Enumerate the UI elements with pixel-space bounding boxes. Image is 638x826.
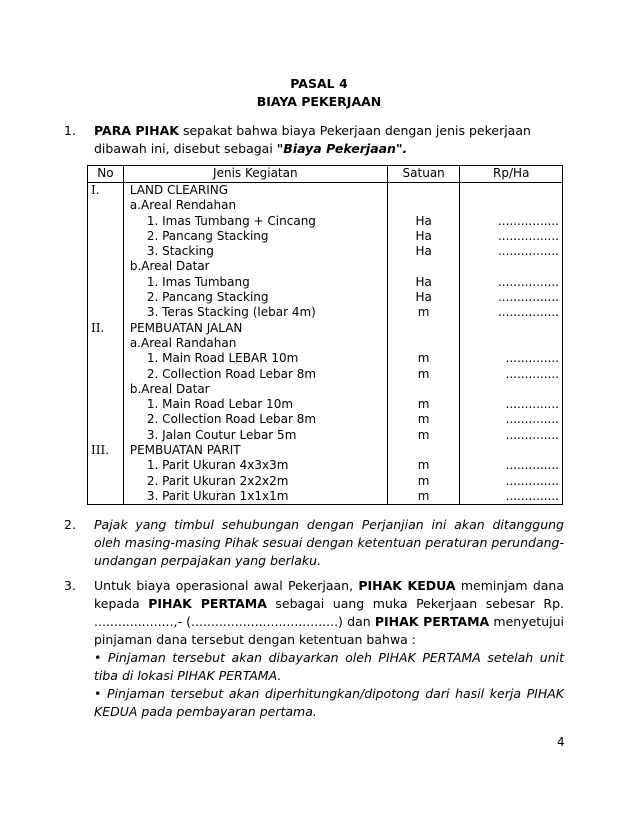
cell-jenis-text: PEMBUATAN JALAN bbox=[129, 320, 243, 335]
item-3-bullet-2 bbox=[94, 685, 564, 721]
cell-satuan bbox=[387, 259, 460, 274]
table-row bbox=[88, 367, 563, 382]
cell-rp bbox=[460, 336, 563, 351]
cell-jenis-text: 2. Pancang Stacking bbox=[146, 290, 269, 305]
cell-no bbox=[88, 198, 124, 213]
cell-satuan bbox=[387, 321, 460, 336]
cell-rp-text: .............. bbox=[505, 397, 559, 412]
cell-satuan bbox=[387, 489, 460, 505]
cell-jenis-text: a.Areal Rendahan bbox=[129, 198, 237, 213]
cell-rp bbox=[460, 198, 563, 213]
cell-rp bbox=[460, 183, 563, 199]
item-3-text-a: Untuk biaya operasional awal Pekerjaan, bbox=[94, 578, 359, 593]
cell-jenis-text: LAND CLEARING bbox=[129, 183, 229, 197]
cell-satuan-text: m bbox=[417, 397, 430, 412]
cell-satuan-text: m bbox=[417, 427, 430, 442]
cell-no bbox=[88, 382, 124, 397]
cell-rp bbox=[460, 305, 563, 320]
cell-no bbox=[88, 259, 124, 274]
table-row bbox=[88, 336, 563, 351]
cell-jenis bbox=[123, 275, 387, 290]
cell-jenis-text: 3. Teras Stacking (lebar 4m) bbox=[146, 305, 316, 320]
cell-satuan-text: m bbox=[417, 351, 430, 366]
table-row bbox=[88, 412, 563, 427]
cell-satuan bbox=[387, 198, 460, 213]
cell-rp-text: ................ bbox=[497, 244, 559, 259]
cell-rp bbox=[460, 351, 563, 366]
cell-jenis bbox=[123, 397, 387, 412]
cell-no bbox=[88, 183, 124, 199]
cell-no bbox=[88, 214, 124, 229]
item-1-party: PARA PIHAK bbox=[94, 123, 179, 138]
table-row bbox=[88, 214, 563, 229]
header-jenis: Jenis Kegiatan bbox=[123, 166, 387, 183]
cell-jenis-text: 2. Parit Ukuran 2x2x2m bbox=[146, 473, 289, 488]
cell-satuan bbox=[387, 443, 460, 458]
cell-jenis bbox=[123, 244, 387, 259]
cell-no bbox=[88, 474, 124, 489]
cell-jenis-text: 1. Parit Ukuran 4x3x3m bbox=[146, 458, 289, 473]
cell-rp-text: .............. bbox=[505, 458, 559, 473]
cell-satuan bbox=[387, 229, 460, 244]
cell-satuan-text: m bbox=[417, 412, 430, 427]
table-body bbox=[88, 183, 563, 505]
cell-rp bbox=[460, 443, 563, 458]
cell-rp-text: ................ bbox=[497, 274, 559, 289]
item-2-body: Pajak yang timbul sehubungan dengan Perjanjian ini akan ditanggung oleh masing-masing Pihak sesuai dengan ketentuan peraturan perundang-undangan perpajakan yang berlaku. bbox=[94, 517, 564, 568]
cell-jenis-text: 3. Jalan Coutur Lebar 5m bbox=[146, 427, 297, 442]
cell-jenis bbox=[123, 336, 387, 351]
table-row bbox=[88, 198, 563, 213]
cell-jenis bbox=[123, 428, 387, 443]
cell-jenis-text: 2. Collection Road Lebar 8m bbox=[146, 366, 317, 381]
cell-jenis bbox=[123, 443, 387, 458]
item-2-text bbox=[94, 516, 564, 570]
cell-satuan bbox=[387, 474, 460, 489]
cell-jenis bbox=[123, 351, 387, 366]
cell-jenis bbox=[123, 382, 387, 397]
cell-satuan-text: m bbox=[417, 305, 430, 320]
cell-rp-text: ................ bbox=[497, 290, 559, 305]
cell-rp-text: .............. bbox=[505, 412, 559, 427]
cell-rp bbox=[460, 428, 563, 443]
item-2-number: 2. bbox=[64, 517, 76, 532]
cell-no bbox=[88, 229, 124, 244]
table-row bbox=[88, 458, 563, 473]
cell-jenis-text: 2. Collection Road Lebar 8m bbox=[146, 412, 317, 427]
cell-jenis bbox=[123, 183, 387, 199]
header-satuan: Satuan bbox=[387, 166, 460, 183]
cell-rp bbox=[460, 489, 563, 505]
article-subtitle: BIAYA PEKERJAAN bbox=[256, 94, 382, 109]
table-row bbox=[88, 443, 563, 458]
cell-rp bbox=[460, 412, 563, 427]
table-row bbox=[88, 259, 563, 274]
cell-jenis-text: 3. Parit Ukuran 1x1x1m bbox=[146, 488, 289, 503]
cell-jenis-text: 1. Imas Tumbang + Cincang bbox=[146, 213, 316, 228]
table-row bbox=[88, 428, 563, 443]
cell-satuan-text: m bbox=[417, 473, 430, 488]
cell-no bbox=[88, 458, 124, 473]
cell-rp bbox=[460, 229, 563, 244]
cell-jenis-text: PEMBUATAN PARIT bbox=[129, 443, 241, 458]
cell-jenis bbox=[123, 259, 387, 274]
cell-no bbox=[88, 412, 124, 427]
cell-jenis-text: 1. Main Road Lebar 10m bbox=[146, 397, 294, 412]
cell-satuan bbox=[387, 367, 460, 382]
cell-jenis-text: 1. Main Road LEBAR 10m bbox=[146, 351, 299, 366]
cell-jenis-text: a.Areal Randahan bbox=[129, 335, 237, 350]
cell-rp bbox=[460, 321, 563, 336]
table-row bbox=[88, 474, 563, 489]
cell-jenis-text: b.Areal Datar bbox=[129, 259, 210, 274]
cell-rp-text: .............. bbox=[505, 366, 559, 381]
cell-satuan bbox=[387, 412, 460, 427]
cell-satuan bbox=[387, 458, 460, 473]
cell-rp-text: ................ bbox=[497, 213, 559, 228]
cell-no-text: III. bbox=[91, 443, 110, 458]
cell-jenis bbox=[123, 367, 387, 382]
cell-no bbox=[88, 290, 124, 305]
cell-satuan bbox=[387, 275, 460, 290]
table-row bbox=[88, 489, 563, 505]
table-row bbox=[88, 290, 563, 305]
cell-jenis bbox=[123, 412, 387, 427]
work-cost-table bbox=[87, 165, 563, 505]
cell-satuan bbox=[387, 351, 460, 366]
cell-no bbox=[88, 351, 124, 366]
cell-jenis bbox=[123, 458, 387, 473]
cell-rp-text: .............. bbox=[505, 351, 559, 366]
cell-jenis-text: 1. Imas Tumbang bbox=[146, 274, 250, 289]
page-number: 4 bbox=[557, 735, 565, 749]
cell-jenis bbox=[123, 214, 387, 229]
header-no: No bbox=[88, 166, 124, 183]
cell-satuan bbox=[387, 382, 460, 397]
cell-rp bbox=[460, 259, 563, 274]
cell-rp bbox=[460, 244, 563, 259]
cell-satuan-text: m bbox=[417, 458, 430, 473]
cell-jenis bbox=[123, 474, 387, 489]
cell-jenis bbox=[123, 229, 387, 244]
cell-rp bbox=[460, 382, 563, 397]
cell-satuan bbox=[387, 214, 460, 229]
header-rp: Rp/Ha bbox=[460, 166, 563, 183]
cell-satuan-text: m bbox=[417, 366, 430, 381]
item-3-text bbox=[94, 577, 564, 721]
cell-jenis-text: 2. Pancang Stacking bbox=[146, 228, 269, 243]
table-row bbox=[88, 397, 563, 412]
cell-rp-text: .............. bbox=[505, 427, 559, 442]
cell-satuan bbox=[387, 336, 460, 351]
cell-rp bbox=[460, 397, 563, 412]
cell-rp bbox=[460, 367, 563, 382]
cell-no-text: I. bbox=[91, 183, 100, 197]
item-1-text bbox=[94, 122, 564, 158]
table-row bbox=[88, 275, 563, 290]
cell-rp bbox=[460, 474, 563, 489]
item-3-text-c: sebagai uang muka Pekerjaan sebesar Rp. ....................,- (.....................................) dan bbox=[94, 596, 565, 629]
item-1-term: "Biaya Pekerjaan". bbox=[276, 141, 408, 156]
cell-satuan-text: m bbox=[417, 488, 430, 503]
cell-rp-text: ................ bbox=[497, 305, 559, 320]
cell-no bbox=[88, 489, 124, 505]
cell-rp bbox=[460, 290, 563, 305]
item-3-bullet-1 bbox=[94, 649, 564, 685]
item-3-text-d: menyetujui pinjaman dana tersebut dengan ketentuan bahwa : bbox=[94, 614, 564, 647]
cell-rp bbox=[460, 214, 563, 229]
cell-jenis bbox=[123, 489, 387, 505]
cell-jenis bbox=[123, 290, 387, 305]
cell-rp-text: ................ bbox=[497, 228, 559, 243]
item-1-body: sepakat bahwa biaya Pekerjaan dengan jenis pekerjaan dibawah ini, disebut sebagai bbox=[94, 123, 531, 156]
cell-no bbox=[88, 321, 124, 336]
table-row bbox=[88, 229, 563, 244]
cell-satuan bbox=[387, 244, 460, 259]
cell-rp bbox=[460, 275, 563, 290]
item-3-text-b: meminjam dana kepada bbox=[94, 578, 565, 611]
cell-satuan-text: Ha bbox=[415, 244, 432, 259]
item-3-party-a: PIHAK PERTAMA bbox=[148, 596, 267, 611]
cell-satuan-text: Ha bbox=[415, 213, 432, 228]
table-row bbox=[88, 351, 563, 366]
cell-satuan bbox=[387, 305, 460, 320]
cell-rp-text: .............. bbox=[505, 473, 559, 488]
cell-jenis bbox=[123, 321, 387, 336]
item-3-body bbox=[94, 577, 564, 649]
table-row bbox=[88, 305, 563, 320]
cell-no bbox=[88, 428, 124, 443]
cell-no bbox=[88, 244, 124, 259]
item-3-number: 3. bbox=[64, 578, 76, 593]
cell-no bbox=[88, 367, 124, 382]
cell-jenis-text: 3. Stacking bbox=[146, 244, 214, 259]
cell-rp-text: .............. bbox=[505, 488, 559, 503]
cell-satuan-text: Ha bbox=[415, 274, 432, 289]
article-title: PASAL 4 bbox=[290, 76, 348, 91]
cell-no bbox=[88, 397, 124, 412]
cell-jenis bbox=[123, 305, 387, 320]
cell-no bbox=[88, 336, 124, 351]
item-1-number: 1. bbox=[64, 123, 76, 138]
item-3-bullet-1-text: • Pinjaman tersebut akan dibayarkan oleh PIHAK PERTAMA setelah unit tiba di lokasi PIHAK PERTAMA. bbox=[94, 650, 564, 683]
table-row bbox=[88, 382, 563, 397]
item-3-party-a2: PIHAK PERTAMA bbox=[374, 614, 490, 629]
cell-no bbox=[88, 305, 124, 320]
cell-jenis-text: b.Areal Datar bbox=[129, 381, 210, 396]
cell-satuan bbox=[387, 183, 460, 199]
table-header-row bbox=[88, 166, 563, 183]
table-row bbox=[88, 244, 563, 259]
cell-no-text: II. bbox=[91, 320, 105, 335]
item-3-party-b: PIHAK KEDUA bbox=[358, 578, 456, 593]
table-row bbox=[88, 321, 563, 336]
cell-rp bbox=[460, 458, 563, 473]
cell-satuan bbox=[387, 428, 460, 443]
cell-no bbox=[88, 443, 124, 458]
item-3-bullet-2-text: • Pinjaman tersebut akan diperhitungkan/dipotong dari hasil kerja PIHAK KEDUA pada pembayaran pertama. bbox=[94, 686, 564, 719]
cell-jenis bbox=[123, 198, 387, 213]
table-row bbox=[88, 183, 563, 199]
cell-satuan-text: Ha bbox=[415, 290, 432, 305]
cell-satuan bbox=[387, 290, 460, 305]
cell-no bbox=[88, 275, 124, 290]
cell-satuan-text: Ha bbox=[415, 228, 432, 243]
cell-satuan bbox=[387, 397, 460, 412]
